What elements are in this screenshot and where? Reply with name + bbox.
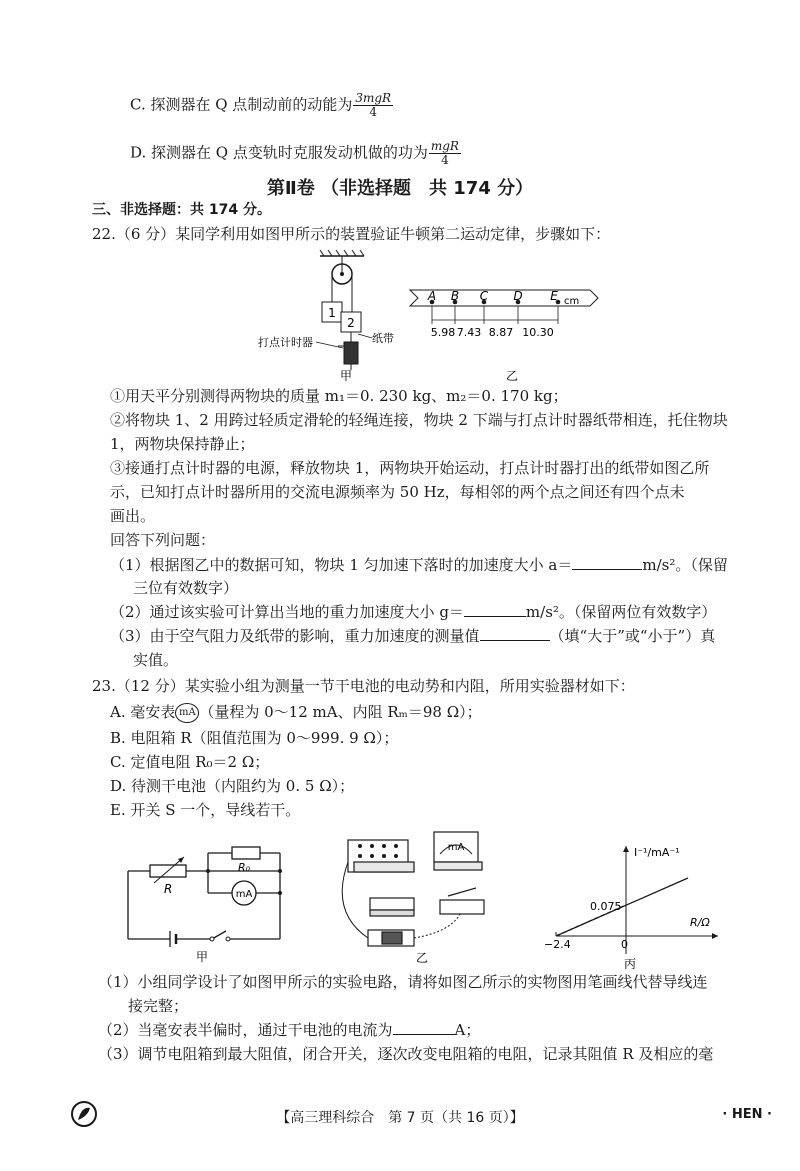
tape-distance-bc: 7.43 [456,326,482,339]
tape-label-e: E [550,289,558,303]
q23-stem: 23.（12 分）某实验小组为测量一节干电池的电动势和内阻，所用实验器材如下： [92,677,635,695]
tape-label-b: B [450,289,460,303]
q23-item-e: E. 开关 S 一个，导线若干。 [110,801,301,819]
fixed-resistor [232,847,260,859]
tape-label-c: C [479,289,489,303]
milliammeter-symbol: mA [175,703,199,723]
q22-blank-compare[interactable] [480,626,550,641]
graph-xlabel: R/Ω [690,916,710,929]
q23-sub3: （3）调节电阻箱到最大阻值，闭合开关，逐次改变电阻箱的电阻，记录其阻值 R 及相应的毫 [98,1045,714,1063]
option-d-text: D. 探测器在 Q 点变轨时克服发动机做的功为 [130,143,428,162]
fixed-resistor-device [370,898,414,910]
q22-sub1: （1）根据图乙中的数据可知，物块 1 匀加速下落时的加速度大小 a＝ m/s²。（保留 [110,556,728,574]
q23-sub1-line1: （1）小组同学设计了如图甲所示的实验电路，请将如图乙所示的实物图用笔画线代替导线连 [98,973,708,991]
caption-yi-23: 乙 [415,951,429,965]
r0-label: R₀ [238,861,251,874]
tape-distance-de: 10.30 [522,326,554,339]
q23-item-c: C. 定值电阻 R₀＝2 Ω； [110,753,270,771]
q23-item-d: D. 待测干电池（内阻约为 0. 5 Ω）； [110,777,355,795]
option-c [130,92,393,119]
q23-sub2: （2）当毫安表半偏时，通过干电池的电流为 A； [98,1021,481,1039]
tape-label-a: A [427,289,437,303]
timer-label: 打点计时器 [258,336,313,349]
q23-item-b: B. 电阻箱 R（阻值范围为 0～999. 9 Ω）； [110,729,399,747]
q22-step3-line1: ③接通打点计时器的电源，释放物块 1，两物块开始运动，打点计时器打出的纸带如图乙所 [110,459,710,477]
q22-step3-line2: 示，已知打点计时器所用的交流电源频率为 50 Hz，每相邻的两个点之间还有四个点未 [110,483,685,501]
q22-step3-line3: 画出。 [110,507,156,525]
q23-circuit-figure [120,835,300,965]
q22-blank-acceleration[interactable] [572,555,642,570]
tape-unit: cm [564,296,580,307]
q23-sub1-line2: 接完整； [128,997,189,1015]
page-footer: 【高三理科综合 第 7 页（共 16 页）】 [276,1110,524,1126]
q22-stem: 22.（6 分）某同学利用如图甲所示的装置验证牛顿第二运动定律，步骤如下： [92,225,611,243]
apparatus-meter-label: mA [447,842,465,853]
graph-origin: 0 [621,938,628,951]
q23-item-a: A. 毫安表 mA （量程为 0～12 mA、内阻 Rₘ＝98 Ω）； [110,703,482,721]
tape-label-d: D [513,289,523,303]
q22-figure [250,250,610,384]
switch-device [440,900,484,914]
q22-answer-prompt: 回答下列问题： [110,531,216,549]
graph-ylabel: I⁻¹/mA⁻¹ [634,846,680,859]
option-d [130,140,461,167]
q23-graph-figure [544,840,728,971]
graph-y-intercept: 0.075 [590,900,622,913]
q22-sub3-cont: 实值。 [133,651,179,669]
q22-sub2: （2）通过该实验可计算出当地的重力加速度大小 g＝ m/s²。（保留两位有效数字） [110,603,717,621]
q22-blank-gravity[interactable] [464,602,526,617]
caption-jia-22: 甲 [339,369,353,383]
graph-x-intercept: −2.4 [544,938,571,951]
block-2-label: 2 [347,316,355,330]
q22-step1: ①用天平分别测得两物块的质量 m₁＝0. 230 kg、m₂＝0. 170 kg； [110,387,568,405]
q22-step2-line2: 1，两物块保持静止； [110,435,255,453]
tape-distance-cd: 8.87 [488,326,514,339]
tape-label: 纸带 [372,332,394,345]
caption-jia-23: 甲 [195,950,209,964]
q22-sub3: （3）由于空气阻力及纸带的影响，重力加速度的测量值 （填“大于”或“小于”）真 [110,627,716,645]
option-d-fraction: $\frac{\text{mgR}}{4}$ [430,139,459,167]
footer-code: · HEN · [722,1107,772,1122]
option-c-fraction: $\frac{\text{3mgR}}{4}$ [355,91,392,119]
caption-yi-22: 乙 [505,369,519,383]
meter-label: mA [235,889,253,900]
option-c-text: C. 探测器在 Q 点制动前的动能为 [130,95,353,114]
tape-distance-ab: 5.98 [430,326,456,339]
block-1-label: 1 [328,306,336,320]
section-header: 三、非选择题：共 174 分。 [92,202,271,218]
q23-blank-current[interactable] [393,1020,455,1035]
r-label: R [164,882,173,896]
timer [344,342,358,364]
caption-bing: 丙 [623,957,637,971]
q23-apparatus-figure [330,822,510,967]
part2-title: 第Ⅱ卷 （非选择题 共 174 分） [266,178,534,199]
q22-step2-line1: ②将物块 1、2 用跨过轻质定滑轮的轻绳连接，物块 2 下端与打点计时器纸带相连，托住物块 [110,411,728,429]
q22-sub1-cont: 三位有效数字） [133,579,239,597]
